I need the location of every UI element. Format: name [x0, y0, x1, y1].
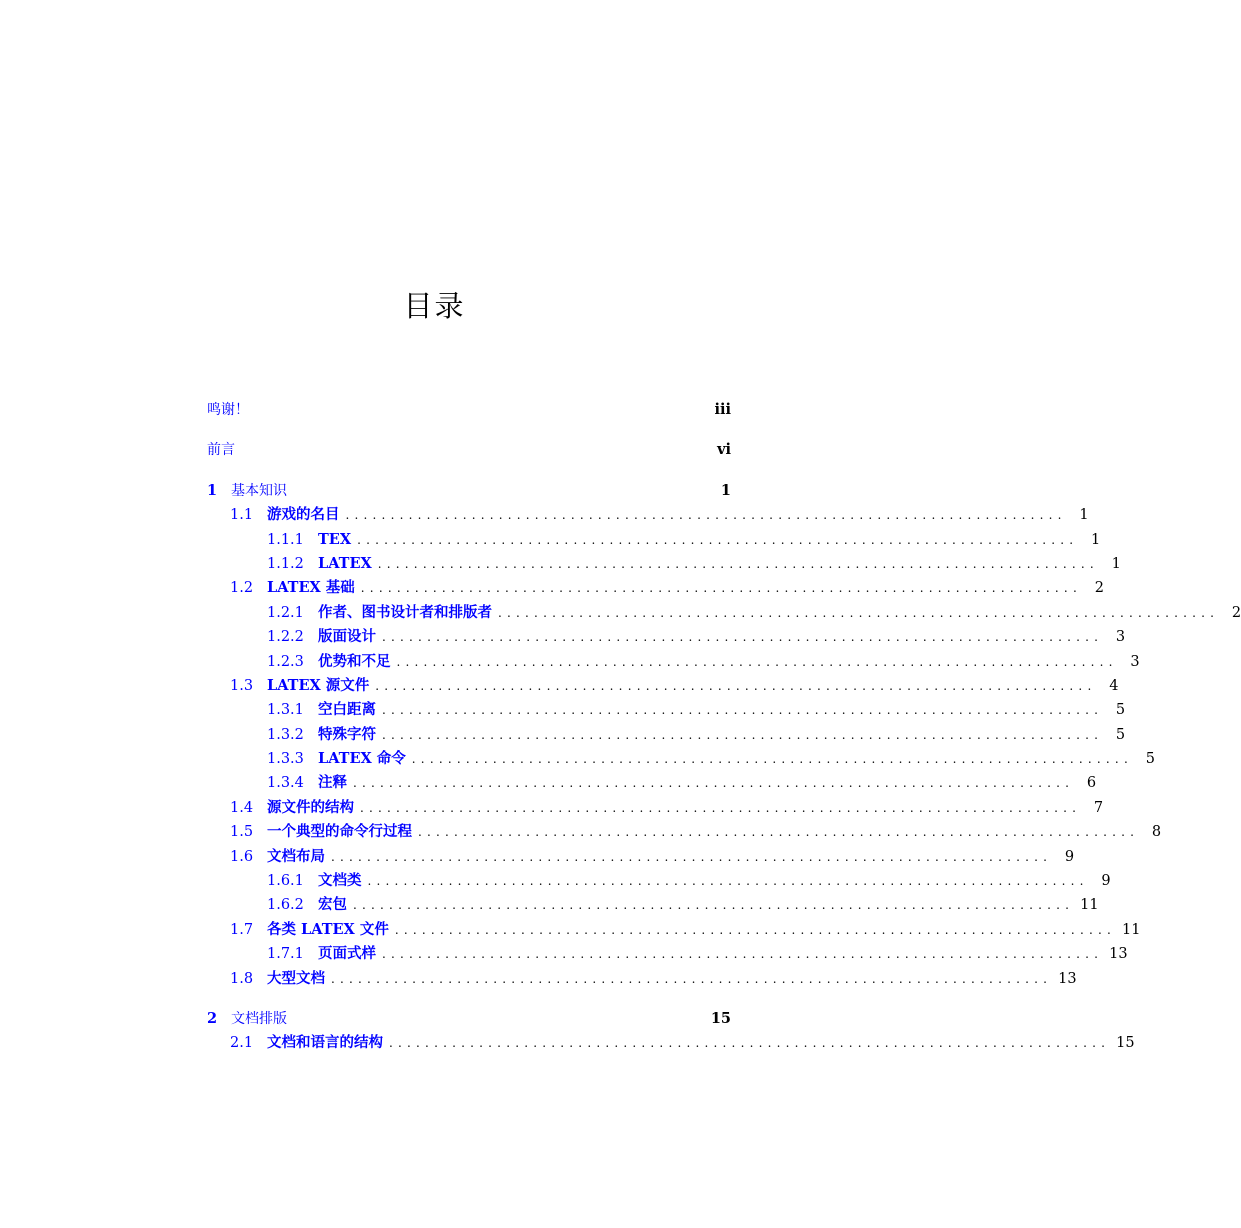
toc-entry-page-number: 2 — [1231, 604, 1241, 621]
toc-entry-page-number: 1 — [1111, 555, 1121, 572]
toc-entry-title: 游戏的名目 — [267, 506, 340, 524]
toc-entry-number: 1.7.1 — [267, 946, 304, 963]
toc-entry-title: LATEX 基础 — [267, 579, 355, 597]
toc-entry-section[interactable] — [207, 1031, 1135, 1055]
toc-entry-front[interactable] — [207, 438, 731, 462]
toc-entry-page-number: 5 — [1115, 726, 1126, 743]
toc-entry-subsection[interactable] — [207, 771, 1097, 795]
toc-entry-title: 作者、图书设计者和排版者 — [318, 603, 492, 621]
toc-entry-page-number: 4 — [1109, 677, 1119, 694]
toc-leader-dots: ................................................................................ — [353, 776, 1075, 791]
toc-entry-section[interactable] — [207, 576, 1104, 600]
toc-entry-subsection[interactable] — [207, 625, 1126, 649]
toc-entry-number: 1.3.4 — [267, 775, 304, 792]
toc-entry-subsection[interactable] — [207, 942, 1128, 966]
toc-entry-title: 各类 LATEX 文件 — [267, 920, 389, 938]
toc-leader-dots: ................................................................................ — [345, 508, 1067, 523]
toc-entry-title: 特殊字符 — [318, 725, 376, 743]
toc-leader-dots: ................................................................................ — [360, 800, 1082, 815]
toc-entry-title: 宏包 — [318, 896, 347, 914]
toc-entry-section[interactable] — [207, 820, 1162, 844]
toc-entry-section[interactable] — [207, 918, 1141, 942]
toc-entry-number: 1.7 — [230, 921, 254, 938]
toc-entry-subsection[interactable] — [207, 528, 1101, 552]
toc-entry-subsection[interactable] — [207, 893, 1099, 917]
toc-entry-number: 1.8 — [230, 970, 254, 987]
toc-entry-subsection[interactable] — [207, 650, 1140, 674]
toc-leader-dots: ................................................................................ — [382, 703, 1104, 718]
toc-gap — [207, 463, 731, 479]
toc-entry-subsection[interactable] — [207, 869, 1111, 893]
toc-entry-subsection[interactable] — [207, 601, 1241, 625]
toc-entry-number: 2 — [207, 1009, 218, 1027]
toc-entry-title: TEX — [318, 530, 352, 548]
toc-entry-page-number: 13 — [1109, 946, 1128, 963]
toc-leader-dots: ................................................................................ — [394, 922, 1116, 937]
toc-entry-number: 1.3 — [230, 677, 254, 694]
toc-entry-title: 文档类 — [318, 872, 362, 890]
toc-entry-page-number: 5 — [1115, 702, 1126, 719]
toc-entry-page-number: 15 — [1116, 1035, 1135, 1052]
toc-leader-dots: ................................................................................ — [382, 630, 1104, 645]
toc-entry-title: LATEX — [318, 554, 372, 572]
toc-entry-page-number: 3 — [1115, 629, 1126, 646]
toc-leader-dots: ................................................................................ — [382, 947, 1104, 962]
toc-entry-page-number: 11 — [1080, 897, 1099, 914]
toc-entry-page-number: 1 — [1079, 507, 1089, 524]
toc-entry-number: 1.1.2 — [267, 555, 304, 572]
toc-entry-title: 页面式样 — [318, 945, 376, 963]
toc-entry-number: 1.1 — [230, 507, 254, 524]
toc-leader-dots: ................................................................................ — [375, 678, 1097, 693]
toc-entry-number: 1 — [207, 481, 218, 499]
toc-entry-number: 1.4 — [230, 799, 254, 816]
toc-entry-number: 1.6.2 — [267, 897, 304, 914]
toc-gap — [207, 422, 731, 438]
toc-entry-title: 源文件的结构 — [267, 798, 354, 816]
toc-entry-page-number: 6 — [1086, 775, 1097, 792]
toc-entry-chapter[interactable] — [207, 479, 731, 503]
toc-entry-page-number: 1 — [1091, 531, 1101, 548]
toc-entry-title: 一个典型的命令行过程 — [267, 823, 412, 841]
toc-entry-number: 1.3.3 — [267, 751, 304, 768]
toc-entry-subsection[interactable] — [207, 747, 1155, 771]
toc-leader-dots: ................................................................................ — [498, 605, 1220, 620]
toc-entry-page-number: 9 — [1064, 848, 1075, 865]
table-of-contents — [207, 398, 1241, 1056]
toc-leader-dots: ................................................................................ — [357, 532, 1079, 547]
toc-leader-dots: ................................................................................ — [382, 727, 1104, 742]
toc-entry-number: 1.2 — [230, 580, 254, 597]
toc-entry-number: 1.2.2 — [267, 629, 304, 646]
toc-entry-section[interactable] — [207, 796, 1104, 820]
toc-entry-section[interactable] — [207, 967, 1077, 991]
toc-entry-number: 1.2.3 — [267, 653, 304, 670]
toc-entry-section[interactable] — [207, 845, 1075, 869]
toc-entry-title: 文档排版 — [231, 1010, 287, 1027]
toc-entry-front[interactable] — [207, 398, 731, 422]
toc-entry-title: 注释 — [318, 774, 347, 792]
toc-leader-dots: ................................................................................ — [377, 556, 1099, 571]
toc-entry-title: 基本知识 — [231, 482, 287, 499]
toc-leader-dots: ................................................................................ — [331, 971, 1053, 986]
toc-entry-subsection[interactable] — [207, 723, 1126, 747]
toc-entry-number: 1.6.1 — [267, 873, 304, 890]
toc-entry-number: 1.3.1 — [267, 702, 304, 719]
toc-entry-page-number: vi — [717, 441, 731, 459]
toc-leader-dots: ................................................................................ — [353, 898, 1075, 913]
toc-entry-number: 2.1 — [230, 1035, 254, 1052]
toc-leader-dots: ................................................................................ — [396, 654, 1118, 669]
toc-entry-title: 大型文档 — [267, 969, 325, 987]
toc-entry-page-number: 9 — [1101, 873, 1111, 890]
toc-entry-number: 1.6 — [230, 848, 254, 865]
toc-leader-dots: ................................................................................ — [331, 849, 1053, 864]
toc-entry-title: 前言 — [207, 442, 235, 459]
toc-entry-title: 版面设计 — [318, 628, 376, 646]
toc-entry-number: 1.3.2 — [267, 726, 304, 743]
toc-entry-title: 优势和不足 — [318, 652, 391, 670]
toc-entry-page-number: 5 — [1145, 751, 1155, 768]
toc-leader-dots: ................................................................................ — [389, 1036, 1111, 1051]
page-title: 目录 — [403, 289, 466, 323]
toc-entry-page-number: 13 — [1058, 970, 1077, 987]
toc-entry-page-number: 2 — [1094, 580, 1104, 597]
toc-entry-title: 空白距离 — [318, 701, 376, 719]
toc-entry-chapter[interactable] — [207, 1007, 731, 1031]
toc-entry-page-number: iii — [714, 401, 731, 418]
toc-entry-subsection[interactable] — [207, 698, 1126, 722]
toc-entry-page-number: 7 — [1093, 799, 1104, 816]
toc-entry-number: 1.1.1 — [267, 531, 304, 548]
toc-entry-page-number: 3 — [1130, 653, 1140, 670]
toc-entry-number: 1.2.1 — [267, 604, 304, 621]
toc-entry-page-number: 11 — [1122, 921, 1141, 938]
toc-entry-title: 文档和语言的结构 — [267, 1034, 383, 1052]
toc-entry-number: 1.5 — [230, 824, 254, 841]
toc-entry-section[interactable] — [207, 503, 1089, 527]
toc-leader-dots: ................................................................................ — [418, 825, 1140, 840]
toc-entry-page-number: 1 — [720, 481, 731, 499]
toc-entry-page-number: 8 — [1151, 824, 1162, 841]
toc-entry-title: LATEX 源文件 — [267, 676, 370, 694]
toc-entry-section[interactable] — [207, 674, 1119, 698]
toc-entry-title: 鸣谢！ — [207, 402, 249, 418]
toc-entry-subsection[interactable] — [207, 552, 1121, 576]
toc-entry-title: 文档布局 — [267, 847, 325, 865]
toc-entry-page-number: 15 — [710, 1009, 731, 1027]
toc-entry-title: LATEX 命令 — [318, 750, 406, 768]
toc-gap — [207, 991, 731, 1007]
toc-leader-dots: ................................................................................ — [360, 581, 1082, 596]
toc-leader-dots: ................................................................................ — [411, 752, 1133, 767]
toc-leader-dots: ................................................................................ — [367, 874, 1089, 889]
